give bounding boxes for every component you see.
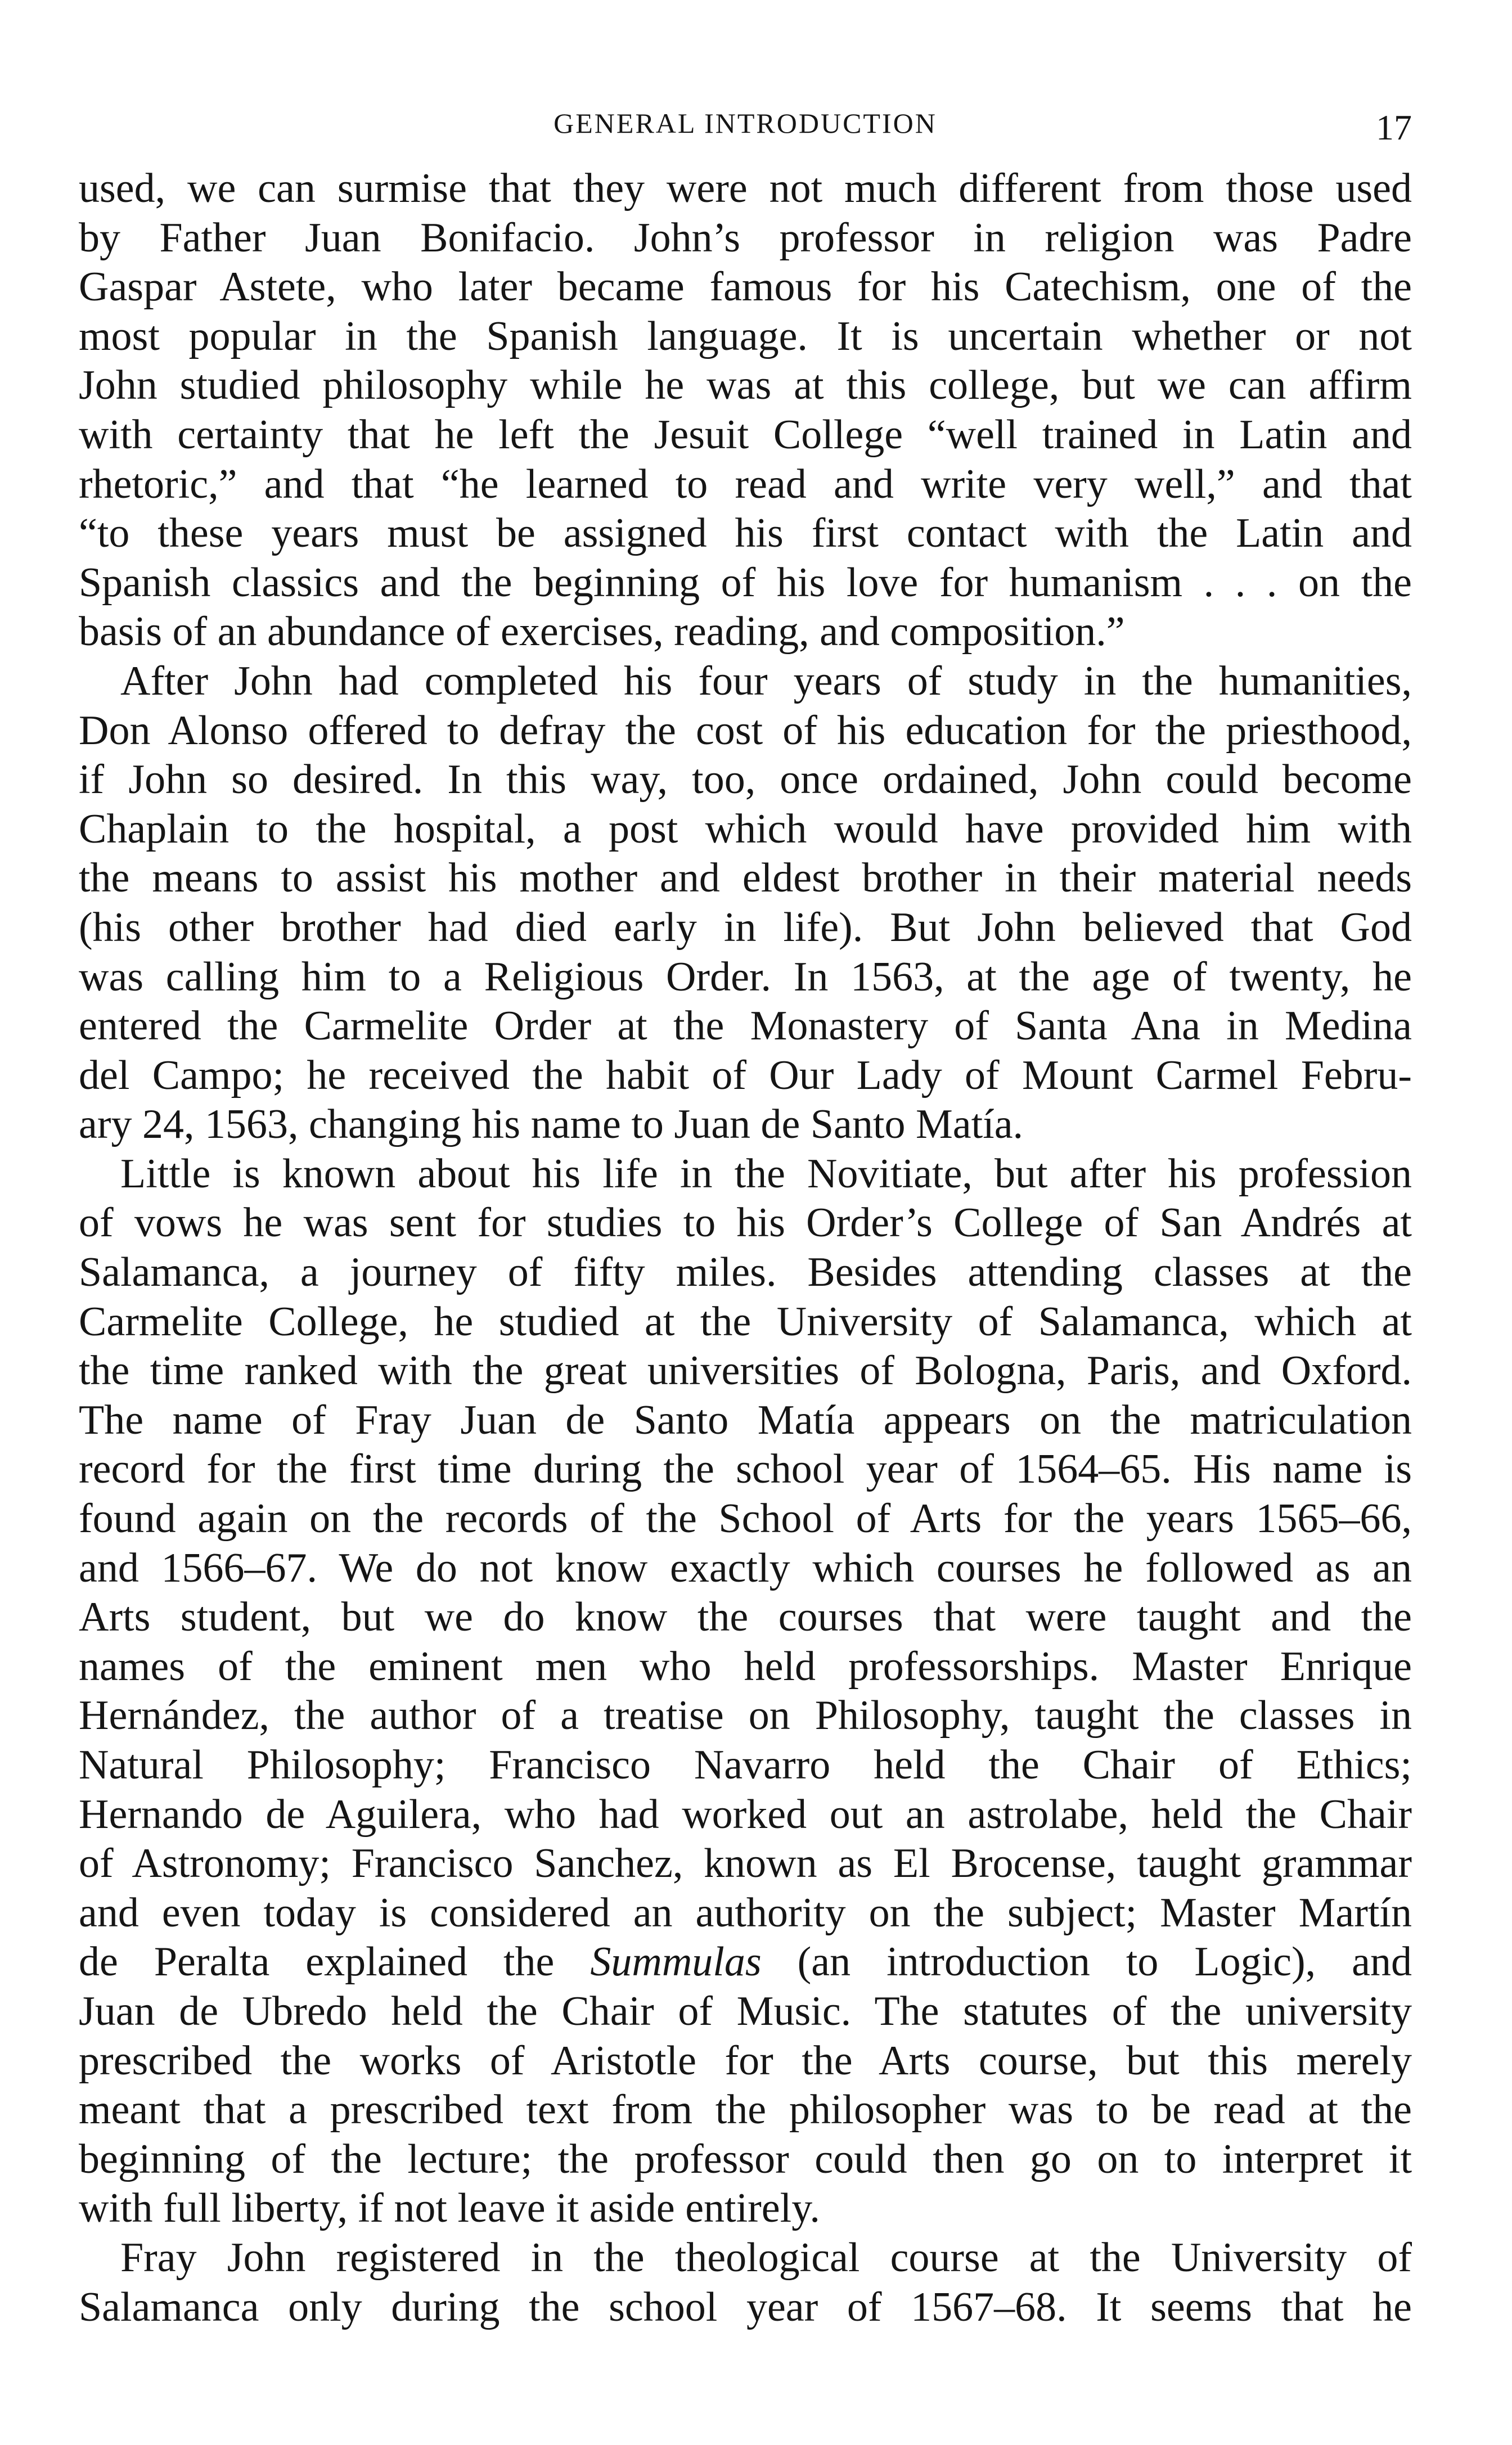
text-line: meant that a prescribed text from the philosopher was to be read at the (79, 2087, 1412, 2133)
text-line: basis of an abundance of exercises, reading, and composition.” (79, 609, 1125, 655)
text-line: and even today is considered an authority on the subject; Master Martín (79, 1889, 1412, 1936)
text-line: del Campo; he received the habit of Our Lady of Mount Carmel Febru- (79, 1052, 1412, 1098)
text-line: record for the first time during the school year of 1564–65. His name is (79, 1446, 1412, 1493)
body-text (79, 164, 1412, 2332)
text-fragment: de Peralta explained the (79, 1939, 591, 1985)
text-line: entered the Carmelite Order at the Monastery of Santa Ana in Medina (79, 1003, 1412, 1050)
text-line: with certainty that he left the Jesuit College “well trained in Latin and (79, 411, 1412, 458)
text-fragment: (an introduction to Logic), and (761, 1939, 1412, 1985)
book-page (79, 107, 1412, 2332)
text-line: beginning of the lecture; the professor could then go on to interpret it (79, 2136, 1412, 2182)
text-line: Gaspar Astete, who later became famous for his Catechism, one of the (79, 264, 1412, 310)
text-line: (his other brother had died early in life). But John believed that God (79, 904, 1412, 951)
paragraph-1 (79, 164, 1412, 657)
text-line: the time ranked with the great universities of Bologna, Paris, and Oxford. (79, 1348, 1412, 1394)
text-line: was calling him to a Religious Order. In 1563, at the age of twenty, he (79, 953, 1412, 1000)
text-line: the means to assist his mother and eldest brother in their material needs (79, 855, 1412, 902)
text-line: rhetoric,” and that “he learned to read and write very well,” and that (79, 461, 1412, 507)
text-line: The name of Fray Juan de Santo Matía appears on the matriculation (79, 1397, 1412, 1443)
text-line: “to these years must be assigned his first contact with the Latin and (79, 510, 1412, 557)
text-line: Juan de Ubredo held the Chair of Music. The statutes of the university (79, 1988, 1412, 2034)
italic-term: Summulas (590, 1939, 762, 1985)
text-line: After John had completed his four years of study in the humanities, (120, 658, 1412, 704)
text-line: Arts student, but we do know the courses that were taught and the (79, 1594, 1412, 1641)
text-line: most popular in the Spanish language. It is uncertain whether or not (79, 313, 1412, 359)
page-number: 17 (1376, 107, 1412, 147)
text-line: with full liberty, if not leave it aside entirely. (79, 2185, 820, 2232)
text-line: Carmelite College, he studied at the University of Salamanca, which at (79, 1298, 1412, 1345)
text-line: Spanish classics and the beginning of his love for humanism . . . on the (79, 559, 1412, 606)
text-line: Fray John registered in the theological course at the University of (120, 2234, 1412, 2281)
text-line: Little is known about his life in the Novitiate, but after his profession (120, 1150, 1412, 1197)
text-line: found again on the records of the School of Arts for the years 1565–66, (79, 1496, 1412, 1542)
text-line: ary 24, 1563, changing his name to Juan de Santo Matía. (79, 1101, 1024, 1148)
text-line: if John so desired. In this way, too, once ordained, John could become (79, 757, 1412, 803)
text-line: John studied philosophy while he was at this college, but we can affirm (79, 362, 1412, 409)
text-line: Hernando de Aguilera, who had worked out an astrolabe, held the Chair (79, 1791, 1412, 1838)
text-line: Salamanca, a journey of fifty miles. Besides attending classes at the (79, 1249, 1412, 1296)
running-title: GENERAL INTRODUCTION (554, 107, 937, 139)
text-line: by Father Juan Bonifacio. John’s professor in religion was Padre (79, 214, 1412, 261)
text-line: of vows he was sent for studies to his Order’s College of San Andrés at (79, 1200, 1412, 1246)
text-line-with-italic (79, 1938, 1412, 1987)
text-line: prescribed the works of Aristotle for the Arts course, but this merely (79, 2037, 1412, 2084)
paragraph-3 (79, 1150, 1412, 2234)
text-line: Salamanca only during the school year of 1567–68. It seems that he (79, 2284, 1412, 2330)
text-line: used, we can surmise that they were not much different from those used (79, 165, 1412, 211)
text-line: names of the eminent men who held professorships. Master Enrique (79, 1643, 1412, 1690)
running-head (79, 107, 1412, 157)
text-line: Hernández, the author of a treatise on Philosophy, taught the classes in (79, 1692, 1412, 1739)
text-line: of Astronomy; Francisco Sanchez, known as El Brocense, taught grammar (79, 1840, 1412, 1887)
text-line: Chaplain to the hospital, a post which would have provided him with (79, 805, 1412, 852)
text-line: Natural Philosophy; Francisco Navarro held the Chair of Ethics; (79, 1742, 1412, 1788)
paragraph-2 (79, 657, 1412, 1150)
text-line: Don Alonso offered to defray the cost of his education for the priesthood, (79, 707, 1412, 754)
text-line: and 1566–67. We do not know exactly which courses he followed as an (79, 1545, 1412, 1591)
paragraph-4 (79, 2234, 1412, 2332)
